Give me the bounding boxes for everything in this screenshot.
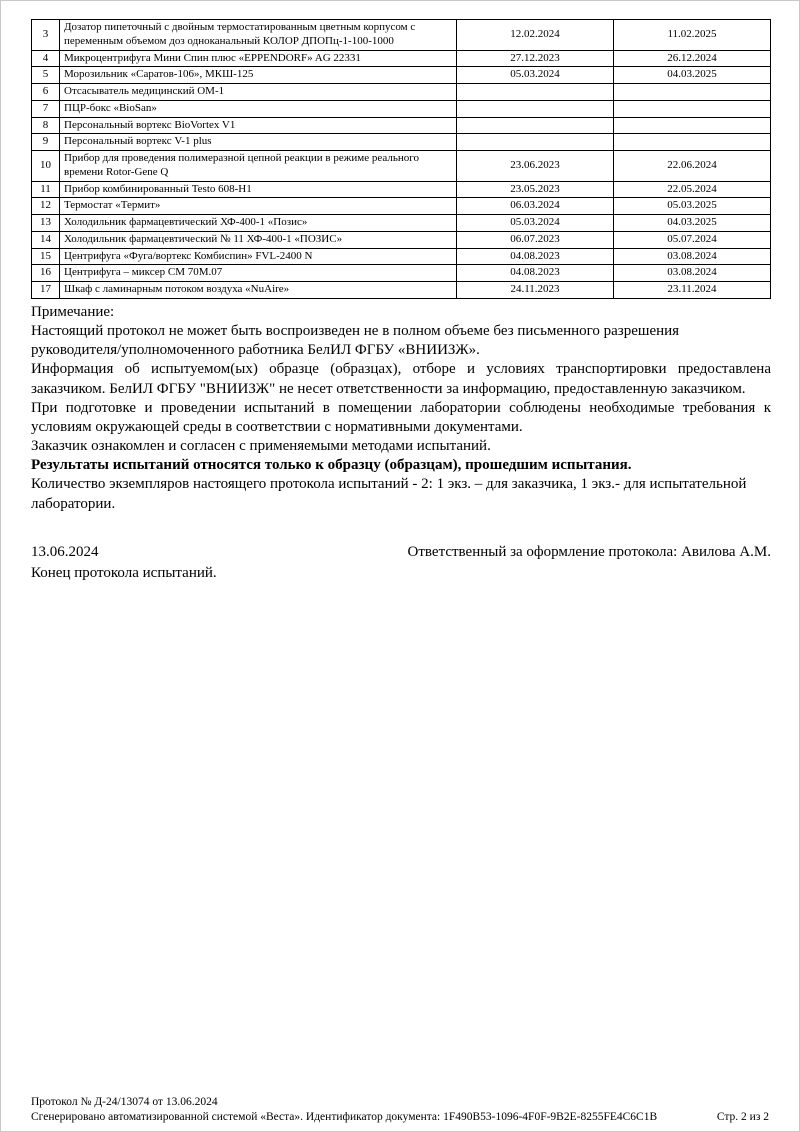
row-number-cell: 13 bbox=[32, 215, 60, 232]
valid-until-date-cell: 26.12.2024 bbox=[614, 50, 771, 67]
valid-until-date-cell bbox=[614, 100, 771, 117]
verification-date-cell: 23.06.2023 bbox=[457, 151, 614, 182]
row-number-cell: 10 bbox=[32, 151, 60, 182]
row-number-cell: 4 bbox=[32, 50, 60, 67]
verification-date-cell bbox=[457, 134, 614, 151]
row-number-cell: 11 bbox=[32, 181, 60, 198]
equipment-row bbox=[32, 151, 771, 182]
equipment-name-cell: Персональный вортекс BioVortex V1 bbox=[60, 117, 457, 134]
equipment-name-cell: ПЦР-бокс «BioSan» bbox=[60, 100, 457, 117]
verification-date-cell: 06.07.2023 bbox=[457, 231, 614, 248]
row-number-cell: 5 bbox=[32, 67, 60, 84]
footer-generated-info: Сгенерировано автоматизированной системой «Веста». Идентификатор документа: 1F490B53-1096-4F0F-9B2E-8255FE4C6C1B bbox=[31, 1111, 658, 1124]
row-number-cell: 7 bbox=[32, 100, 60, 117]
signature-row bbox=[31, 544, 771, 561]
valid-until-date-cell bbox=[614, 84, 771, 101]
note-paragraph-environment: При подготовке и проведении испытаний в помещении лаборатории соблюдены необходимые требования к условиям окружающей среды в соответствии с нормативными документами. bbox=[31, 399, 771, 435]
equipment-name-cell: Шкаф с ламинарным потоком воздуха «NuAire» bbox=[60, 282, 457, 299]
responsible-person: Ответственный за оформление протокола: Авилова А.М. bbox=[407, 543, 771, 560]
row-number-cell: 3 bbox=[32, 20, 60, 51]
end-of-protocol: Конец протокола испытаний. bbox=[31, 564, 217, 581]
valid-until-date-cell: 05.07.2024 bbox=[614, 231, 771, 248]
valid-until-date-cell bbox=[614, 134, 771, 151]
equipment-row bbox=[32, 215, 771, 232]
equipment-row bbox=[32, 248, 771, 265]
note-paragraph-copies: Количество экземпляров настоящего протокола испытаний - 2: 1 экз. – для заказчика, 1 экз.- для испытательной лаборатории. bbox=[31, 476, 747, 512]
equipment-row bbox=[32, 117, 771, 134]
equipment-table bbox=[31, 19, 771, 299]
equipment-table-body bbox=[32, 20, 771, 299]
verification-date-cell: 04.08.2023 bbox=[457, 248, 614, 265]
footer-page-number: Стр. 2 из 2 bbox=[716, 1111, 769, 1124]
equipment-row bbox=[32, 231, 771, 248]
valid-until-date-cell: 04.03.2025 bbox=[614, 67, 771, 84]
equipment-name-cell: Холодильник фармацевтический ХФ-400-1 «Позис» bbox=[60, 215, 457, 232]
notes-heading: Примечание: bbox=[31, 303, 115, 320]
equipment-name-cell: Центрифуга «Фуга/вортекс Комбиспин» FVL-2400 N bbox=[60, 248, 457, 265]
verification-date-cell bbox=[457, 100, 614, 117]
document-content bbox=[1, 1, 799, 582]
equipment-row bbox=[32, 282, 771, 299]
equipment-name-cell: Дозатор пипеточный с двойным термостатированным цветным корпусом с переменным объемом доз одноканальный КОЛОР ДПОПц-1-100-1000 bbox=[60, 20, 457, 51]
valid-until-date-cell: 05.03.2025 bbox=[614, 198, 771, 215]
notes-section bbox=[31, 303, 771, 514]
verification-date-cell: 12.02.2024 bbox=[457, 20, 614, 51]
valid-until-date-cell: 22.05.2024 bbox=[614, 181, 771, 198]
footer-bottom-row bbox=[31, 1110, 769, 1125]
valid-until-date-cell: 04.03.2025 bbox=[614, 215, 771, 232]
verification-date-cell: 04.08.2023 bbox=[457, 265, 614, 282]
verification-date-cell: 06.03.2024 bbox=[457, 198, 614, 215]
verification-date-cell bbox=[457, 117, 614, 134]
row-number-cell: 14 bbox=[32, 231, 60, 248]
equipment-row bbox=[32, 198, 771, 215]
equipment-name-cell: Центрифуга – миксер СМ 70М.07 bbox=[60, 265, 457, 282]
verification-date-cell bbox=[457, 84, 614, 101]
note-paragraph-methods: Заказчик ознакомлен и согласен с применяемыми методами испытаний. bbox=[31, 438, 491, 455]
equipment-name-cell: Микроцентрифуга Мини Спин плюс «EPPENDORF» AG 22331 bbox=[60, 50, 457, 67]
verification-date-cell: 05.03.2024 bbox=[457, 215, 614, 232]
equipment-row bbox=[32, 67, 771, 84]
equipment-name-cell: Прибор комбинированный Testo 608-H1 bbox=[60, 181, 457, 198]
valid-until-date-cell: 03.08.2024 bbox=[614, 248, 771, 265]
valid-until-date-cell: 03.08.2024 bbox=[614, 265, 771, 282]
verification-date-cell: 23.05.2023 bbox=[457, 181, 614, 198]
note-paragraph-reproduction: Настоящий протокол не может быть воспроизведен не в полном объеме без письменного разрешения руководителя/уполномоченного работника БелИЛ ФГБУ «ВНИИЗЖ». bbox=[31, 322, 680, 359]
verification-date-cell: 27.12.2023 bbox=[457, 50, 614, 67]
footer-protocol-number: Протокол № Д-24/13074 от 13.06.2024 bbox=[31, 1096, 218, 1109]
verification-date-cell: 24.11.2023 bbox=[457, 282, 614, 299]
row-number-cell: 9 bbox=[32, 134, 60, 151]
valid-until-date-cell: 22.06.2024 bbox=[614, 151, 771, 182]
equipment-row bbox=[32, 265, 771, 282]
equipment-name-cell: Термостат «Термит» bbox=[60, 198, 457, 215]
row-number-cell: 8 bbox=[32, 117, 60, 134]
row-number-cell: 16 bbox=[32, 265, 60, 282]
equipment-row bbox=[32, 84, 771, 101]
equipment-row bbox=[32, 134, 771, 151]
note-paragraph-customer-info: Информация об испытуемом(ых) образце (образцах), отборе и условиях транспортировки предоставлена заказчиком. БелИЛ ФГБУ "ВНИИЗЖ" не несет ответственности за информацию, предоставленную заказчиком. bbox=[31, 361, 771, 397]
equipment-name-cell: Прибор для проведения полимеразной цепной реакции в режиме реального времени Rotor-Gene Q bbox=[60, 151, 457, 182]
row-number-cell: 17 bbox=[32, 282, 60, 299]
valid-until-date-cell: 11.02.2025 bbox=[614, 20, 771, 51]
equipment-row bbox=[32, 50, 771, 67]
valid-until-date-cell bbox=[614, 117, 771, 134]
row-number-cell: 12 bbox=[32, 198, 60, 215]
row-number-cell: 15 bbox=[32, 248, 60, 265]
equipment-row bbox=[32, 181, 771, 198]
note-paragraph-results: Результаты испытаний относятся только к образцу (образцам), прошедшим испытания. bbox=[31, 457, 632, 474]
equipment-name-cell: Отсасыватель медицинский ОМ-1 bbox=[60, 84, 457, 101]
page-footer bbox=[31, 1095, 769, 1125]
equipment-name-cell: Холодильник фармацевтический № 11 ХФ-400-1 «ПОЗИС» bbox=[60, 231, 457, 248]
protocol-date: 13.06.2024 bbox=[31, 543, 99, 560]
valid-until-date-cell: 23.11.2024 bbox=[614, 282, 771, 299]
verification-date-cell: 05.03.2024 bbox=[457, 67, 614, 84]
equipment-name-cell: Морозильник «Саратов-106», МКШ-125 bbox=[60, 67, 457, 84]
row-number-cell: 6 bbox=[32, 84, 60, 101]
equipment-name-cell: Персональный вортекс V-1 plus bbox=[60, 134, 457, 151]
equipment-row bbox=[32, 100, 771, 117]
equipment-row bbox=[32, 20, 771, 51]
